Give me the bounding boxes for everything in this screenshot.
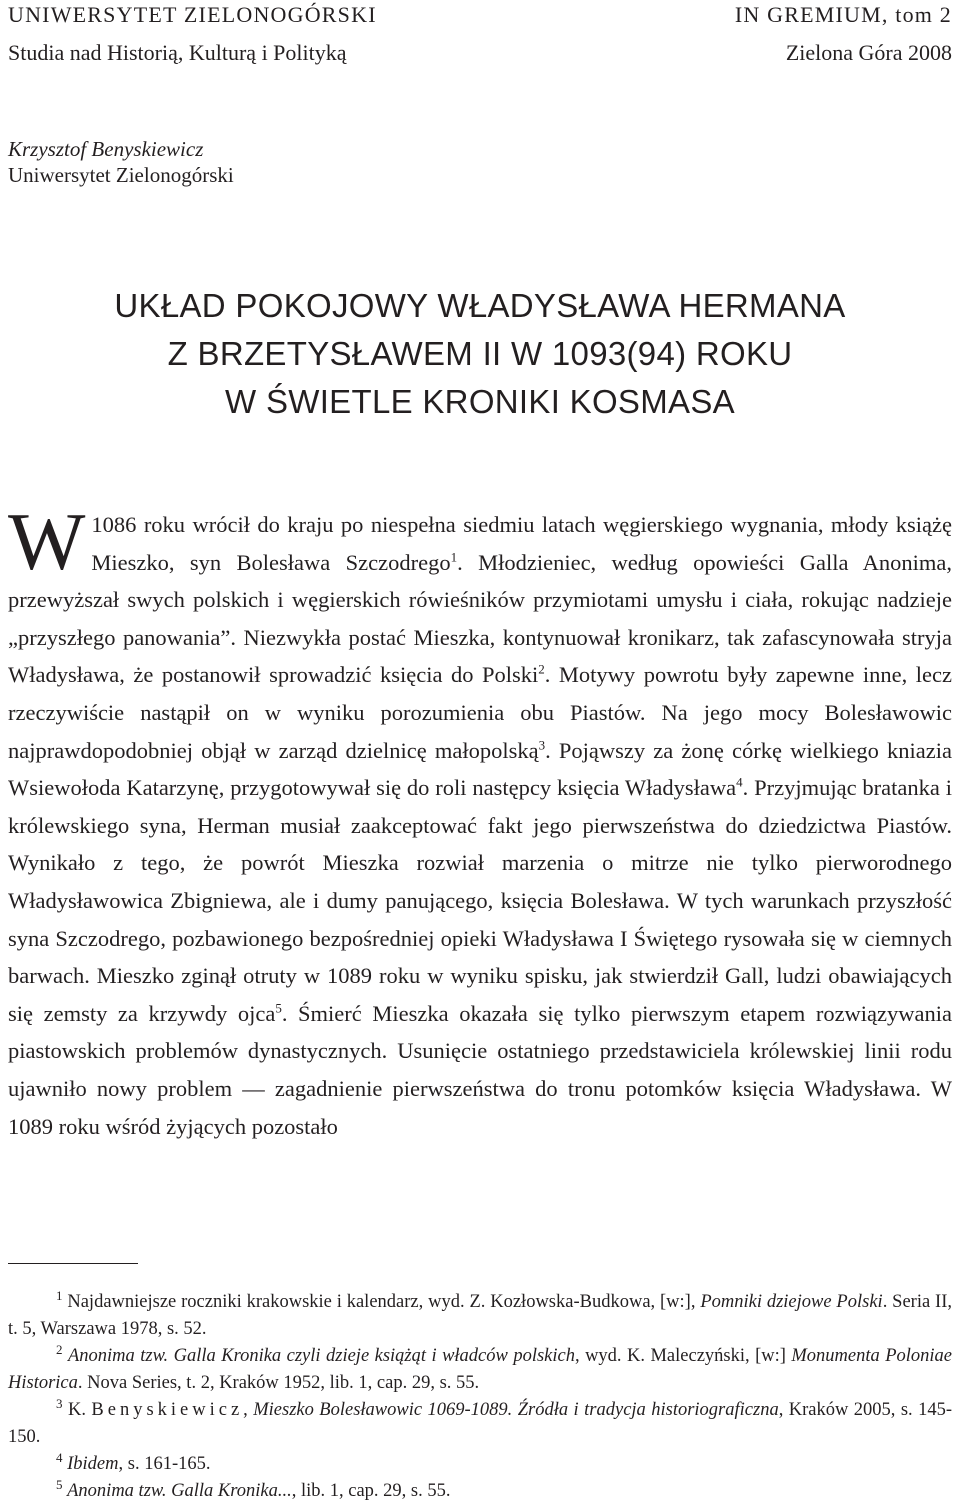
footnote-ref[interactable]: 4 (736, 774, 743, 790)
footnote-text: . Nova Series, t. 2, Kraków 1952, lib. 1, cap. 29, s. 55. (77, 1373, 480, 1393)
footnote-italic: Pomniki dziejowe Polski (700, 1292, 883, 1312)
running-header-top (8, 2, 952, 28)
footnote-text: , (243, 1400, 254, 1420)
footnote-text: , lib. 1, cap. 29, s. 55. (291, 1481, 451, 1501)
footnote-italic: Anonima tzw. Galla Kronika czyli dzieje książąt i władców polskich (67, 1346, 575, 1366)
footnote-text: . Seria II, t. 5, Warszawa 1978, s. 52. (8, 1292, 952, 1339)
footnote-number: 3 (56, 1395, 63, 1411)
drop-cap: W (8, 496, 86, 587)
footnote-italic: Monumenta Poloniae Historica (8, 1346, 953, 1393)
author-name: Krzysztof Benyskiewicz (8, 137, 204, 161)
footnote-4 (8, 1451, 952, 1478)
footnote-3 (8, 1397, 952, 1451)
footnote-number: 4 (56, 1449, 63, 1465)
article-title (8, 282, 952, 426)
footnote-1 (8, 1289, 952, 1343)
footnote-text: , wyd. K. Maleczyński, [w:] (574, 1346, 792, 1366)
title-line-1: UKŁAD POKOJOWY WŁADYSŁAWA HERMANA (114, 287, 846, 324)
footnotes (8, 1289, 952, 1505)
body-segment: . Pojąwszy za żonę córkę wielkiego kniazia Wsiewołoda Katarzynę, przygotowywał się do roli następcy księcia Władysława (8, 737, 952, 801)
footnote-italic: Anonima tzw. Galla Kronika... (67, 1481, 292, 1501)
footnote-number: 1 (56, 1287, 63, 1303)
footnote-text: , s. 161-165. (118, 1454, 211, 1474)
body-text (8, 496, 952, 1145)
footnote-text: Najdawniejsze roczniki krakowskie i kalendarz, wyd. Z. Kozłowska-Budkowa, [w:], (62, 1292, 701, 1312)
footnote-number: 5 (56, 1476, 63, 1492)
series-name: Studia nad Historią, Kulturą i Polityką (8, 40, 347, 65)
journal-volume: IN GREMIUM, tom 2 (734, 2, 952, 27)
footnote-text: , Kraków 2005, s. 145-150. (8, 1400, 953, 1447)
footnote-ref[interactable]: 2 (538, 661, 545, 677)
author-affiliation: Uniwersytet Zielonogórski (8, 163, 234, 187)
footnote-divider (8, 1263, 138, 1264)
title-line-3: W ŚWIETLE KRONIKI KOSMASA (225, 383, 735, 420)
university-name: UNIWERSYTET ZIELONOGÓRSKI (8, 2, 377, 27)
footnote-italic: Ibidem (67, 1454, 119, 1474)
footnote-number: 2 (56, 1341, 63, 1357)
footnote-italic: Mieszko Bolesławowic 1069-1089. Źródła i tradycja historiograficzna (253, 1400, 779, 1420)
footnote-text: K. (67, 1400, 92, 1420)
body-segment: . Młodzieniec, według opowieści Galla Anonima, przewyższał swych polskich i węgierskich rówieśników przymiotami umysłu i ciała, rokując nadzieje „przyszłego panowania”. Niezwykła postać Mieszka, kontynuował kronikarz, tak zafascynowała stryja Władysława, że postanowił sprowadzić księcia do Polski (8, 549, 952, 688)
footnote-ref[interactable]: 5 (275, 1000, 282, 1016)
body-segment: . Motywy powrotu były zapewne inne, lecz rzeczywiście nastąpił on w wyniku porozumienia obu Piastów. Na jego mocy Bolesławowic najprawdopodobniej objął w zarząd dzielnicę małopolską (8, 662, 952, 763)
running-header-bottom (8, 40, 952, 66)
body-segment: 1086 roku wrócił do kraju po niespełna siedmiu latach węgierskiego wygnania, młody książę Mieszko, syn Bolesława Szczodrego (91, 512, 952, 575)
title-line-2: Z BRZETYSŁAWEM II W 1093(94) ROKU (167, 335, 793, 372)
body-segment: . Przyjmując bratanka i królewskiego syna, Herman musiał zaakceptować fakt jego pierwszeństwa do dziedzictwa Piastów. Wynikało z tego, że powrót Mieszka rozwiał marzenia o mitrze nie tylko pierworodnego Władysławowica Zbigniewa, ale i dumy panującego, księcia Bolesława. W tych warunkach przyszłość syna Szczodrego, pozbawionego bezpośredniej opieki Władysława I Świętego rysowała się w ciemnych barwach. Mieszko zginął otruty w 1089 roku w wyniku spisku, jak stwierdził Gall, ludzi obawiających się zemsty za krzywdy ojca (8, 775, 952, 1026)
place-year: Zielona Góra 2008 (785, 40, 952, 65)
footnote-ref[interactable]: 1 (450, 549, 458, 565)
footnote-author-spaced: Benyskiewicz (91, 1400, 244, 1420)
body-segment: . Śmierć Mieszka okazała się tylko pierwszym etapem rozwiązywania piastowskich problemów dynastycznych. Usunięcie ostatniego przedstawiciela królewskiej linii rodu ujawniło nowy problem — zagadnienie pierwszeństwa do tronu potomków księcia Władysława. W 1089 roku wśród żyjących pozostało (8, 1000, 952, 1139)
document-page (8, 0, 952, 1501)
footnote-ref[interactable]: 3 (538, 737, 546, 753)
footnote-2 (8, 1343, 952, 1397)
